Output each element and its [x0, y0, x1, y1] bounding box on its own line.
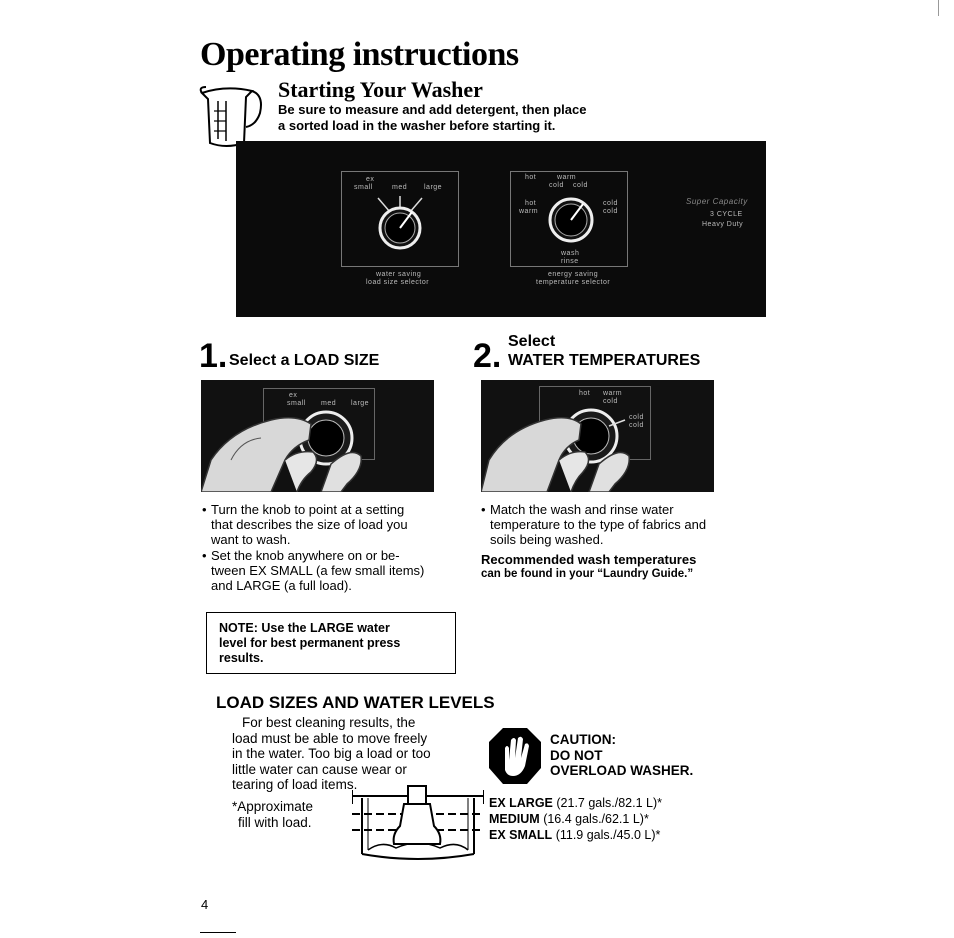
dial-label: hot: [525, 200, 537, 207]
brand-cycle: 3 CYCLE: [710, 211, 743, 218]
footer-rule: [200, 932, 236, 933]
page-title: Operating instructions: [200, 36, 519, 73]
note-line: results.: [219, 651, 264, 665]
dial-label: warm: [603, 390, 623, 397]
panel-caption: load size selector: [366, 279, 430, 286]
note-text: [219, 621, 400, 666]
load-level-ex-large: EX LARGE (21.7 gals./82.1 L)*: [489, 796, 663, 810]
dial-label: small: [354, 184, 373, 191]
bullet-line: Turn the knob to point at a setting: [211, 502, 405, 517]
section-subtitle: Starting Your Washer: [278, 77, 483, 102]
load-level-ex-small: EX SMALL (11.9 gals./45.0 L)*: [489, 828, 661, 842]
dial-label: warm: [557, 174, 577, 181]
caution-line: CAUTION:: [550, 732, 616, 747]
approx-line: fill with load.: [238, 814, 312, 830]
step-1-number: 1.: [199, 337, 228, 375]
dial-label: cold: [549, 182, 564, 189]
stop-hand-icon: [487, 726, 543, 786]
dial-label: cold: [629, 414, 644, 421]
dial-label: cold: [603, 398, 618, 405]
note-box: [206, 612, 456, 674]
bullet-line: that describes the size of load you: [211, 517, 408, 532]
bullet-line: soils being washed.: [490, 532, 604, 547]
load-size-photo: [201, 380, 434, 492]
recommend-line: can be found in your “Laundry Guide.”: [481, 568, 694, 580]
dial-label: warm: [519, 208, 539, 215]
dial-label: med: [321, 400, 337, 407]
dial-label: hot: [579, 390, 591, 397]
dial-label: cold: [573, 182, 588, 189]
dial-label: wash: [561, 250, 580, 257]
step-2-label-line1: Select: [508, 333, 556, 350]
note-line: NOTE: Use the LARGE water: [219, 621, 390, 635]
step-1-bullet: • Turn the knob to point at a setting that describes the size of load you want to wash.: [202, 502, 452, 547]
intro-line: a sorted load in the washer before starting it.: [278, 118, 556, 133]
step-2-number: 2.: [473, 337, 502, 375]
brand-duty: Heavy Duty: [702, 221, 744, 228]
caution-line: OVERLOAD WASHER.: [550, 763, 694, 778]
caution-line: DO NOT: [550, 747, 603, 763]
bullet-line: want to wash.: [211, 532, 291, 547]
dial-label: cold: [603, 208, 618, 215]
dial-label: cold: [603, 200, 618, 207]
step-1-bullet: • Set the knob anywhere on or be- tween EX SMALL (a few small items) and LARGE (a full load).: [202, 548, 452, 593]
body-line: For best cleaning results, the: [242, 715, 416, 730]
body-line: load must be able to move freely: [232, 730, 428, 746]
bullet-line: Match the wash and rinse water: [490, 502, 674, 517]
dial-label: hot: [525, 174, 537, 181]
hand-turning-knob-illustration: [201, 380, 434, 492]
load-size-dial-box: [341, 171, 459, 267]
panel-caption: energy saving: [548, 271, 599, 278]
load-size-knob[interactable]: [372, 194, 428, 254]
control-panel-image: [236, 141, 766, 317]
temperature-knob[interactable]: [543, 192, 599, 248]
intro-line: Be sure to measure and add detergent, then place: [278, 102, 587, 117]
dial-label: large: [424, 184, 443, 191]
intro-text: [278, 102, 586, 134]
bullet-line: temperature to the type of fabrics and: [490, 517, 707, 532]
bullet-line: Set the knob anywhere on or be-: [211, 548, 400, 563]
bullet-line: and LARGE (a full load).: [211, 578, 352, 593]
hand-turning-knob-illustration: [481, 380, 714, 492]
load-level-list: [489, 795, 662, 843]
dial-label: small: [287, 400, 306, 407]
water-temperature-photo: [481, 380, 714, 492]
dial-label: large: [351, 400, 370, 407]
load-sizes-heading: LOAD SIZES AND WATER LEVELS: [216, 693, 495, 712]
body-line: little water can cause wear or: [232, 761, 407, 777]
dial-label: cold: [629, 422, 644, 429]
load-sizes-body: [232, 715, 431, 793]
dial-label: rinse: [561, 258, 579, 265]
caution-text: [550, 732, 693, 779]
temperature-dial-box: [510, 171, 628, 267]
approx-note: [232, 799, 313, 830]
washer-tub-diagram: [352, 784, 484, 864]
body-line: in the water. Too big a load or too: [232, 746, 431, 761]
step-2-label-line2: WATER TEMPERATURES: [508, 352, 701, 369]
panel-caption: water saving: [376, 271, 422, 278]
scan-edge-mark: [938, 0, 939, 16]
dial-label: ex: [366, 176, 375, 183]
bullet-line: tween EX SMALL (a few small items): [211, 563, 425, 578]
dial-label: med: [392, 184, 408, 191]
step-1-label: Select a LOAD SIZE: [229, 352, 380, 369]
recommend-line: Recommended wash temperatures: [481, 552, 697, 567]
page-number: 4: [201, 897, 209, 912]
approx-line: *Approximate: [232, 799, 314, 814]
brand-name: Super Capacity: [686, 197, 748, 206]
recommend-text: [481, 552, 696, 582]
body-line: tearing of load items.: [232, 777, 358, 792]
dial-label: ex: [289, 392, 298, 399]
step-2-bullet: • Match the wash and rinse water temperature to the type of fabrics and soils being washed.: [481, 502, 751, 547]
note-line: level for best permanent press: [219, 636, 401, 650]
load-level-medium: MEDIUM (16.4 gals./62.1 L)*: [489, 812, 649, 826]
panel-caption: temperature selector: [536, 279, 611, 286]
